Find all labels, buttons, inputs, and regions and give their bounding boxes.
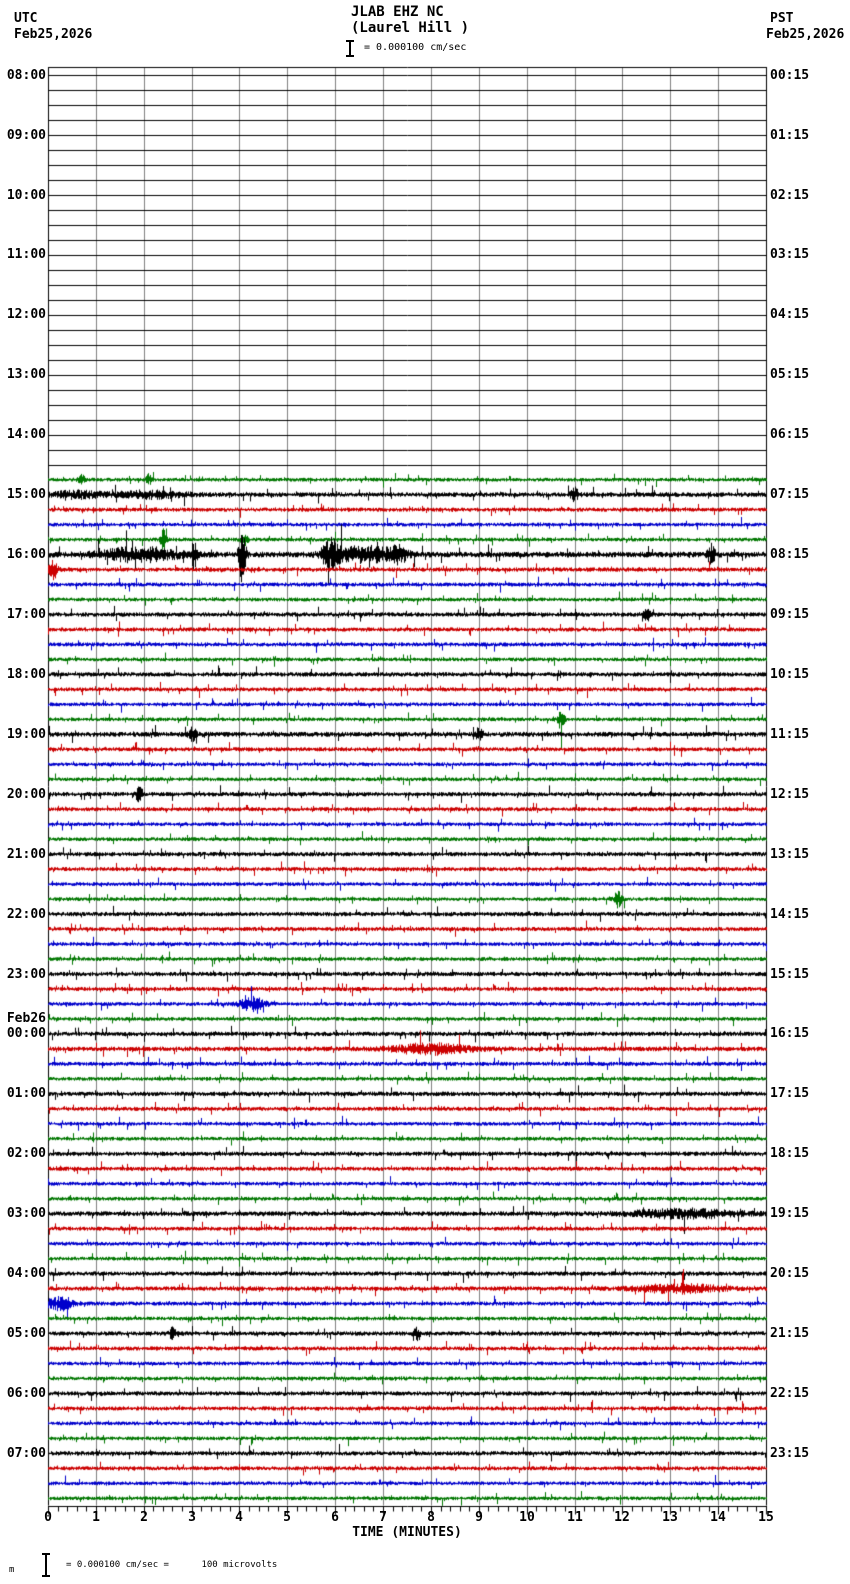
utc-hour-label: 09:00 [6,128,46,143]
right-date-label: Feb25,2026 [766,27,845,42]
pst-hour-label: 07:15 [770,487,810,502]
utc-hour-label: 17:00 [6,607,46,622]
footer-scale-prefix: m [9,1565,15,1575]
x-tick-label: 0 [44,1510,52,1525]
pst-hour-label: 23:15 [770,1446,810,1461]
utc-hour-label: 11:00 [6,247,46,262]
x-tick-label: 10 [519,1510,535,1525]
pst-hour-label: 08:15 [770,547,810,562]
pst-hour-label: 03:15 [770,247,810,262]
x-tick-label: 12 [614,1510,630,1525]
left-timezone-label: UTC [14,11,38,26]
pst-hour-label: 06:15 [770,427,810,442]
utc-hour-label: 13:00 [6,367,46,382]
utc-hour-label: 15:00 [6,487,46,502]
pst-hour-label: 15:15 [770,967,810,982]
pst-hour-label: 04:15 [770,307,810,322]
pst-hour-label: 02:15 [770,188,810,203]
station-code: JLAB EHZ NC [351,4,444,20]
x-tick-label: 7 [379,1510,387,1525]
pst-hour-label: 10:15 [770,667,810,682]
date-change-label: Feb26 [6,1011,46,1026]
pst-hour-label: 17:15 [770,1086,810,1101]
x-tick-label: 14 [710,1510,726,1525]
x-tick-label: 13 [662,1510,678,1525]
utc-hour-label: 22:00 [6,907,46,922]
station-name: (Laurel Hill ) [351,20,470,36]
pst-hour-label: 13:15 [770,847,810,862]
pst-hour-label: 09:15 [770,607,810,622]
pst-hour-label: 01:15 [770,128,810,143]
utc-hour-label: 23:00 [6,967,46,982]
pst-hour-label: 00:15 [770,68,810,83]
utc-hour-label: 18:00 [6,667,46,682]
footer-scale-note: = 0.000100 cm/sec = 100 microvolts [66,1560,278,1570]
utc-hour-label: 07:00 [6,1446,46,1461]
amplitude-scale-icon [346,40,354,57]
x-tick-label: 8 [427,1510,435,1525]
utc-hour-label: 12:00 [6,307,46,322]
utc-hour-label: 05:00 [6,1326,46,1341]
pst-hour-label: 18:15 [770,1146,810,1161]
x-tick-label: 5 [283,1510,291,1525]
x-tick-label: 15 [758,1510,774,1525]
utc-hour-label: 08:00 [6,68,46,83]
pst-hour-label: 16:15 [770,1026,810,1041]
x-axis-title: TIME (MINUTES) [352,1525,462,1540]
utc-hour-label: 20:00 [6,787,46,802]
left-date-label: Feb25,2026 [14,27,93,42]
utc-hour-label: 16:00 [6,547,46,562]
pst-hour-label: 22:15 [770,1386,810,1401]
utc-hour-label: 14:00 [6,427,46,442]
x-tick-label: 4 [235,1510,243,1525]
footer-scale-icon [42,1553,50,1577]
pst-hour-label: 11:15 [770,727,810,742]
x-tick-label: 6 [331,1510,339,1525]
x-tick-label: 11 [567,1510,583,1525]
utc-hour-label: 01:00 [6,1086,46,1101]
x-tick-label: 1 [92,1510,100,1525]
utc-hour-label: 19:00 [6,727,46,742]
x-tick-label: 2 [140,1510,148,1525]
utc-hour-label: 02:00 [6,1146,46,1161]
pst-hour-label: 21:15 [770,1326,810,1341]
utc-hour-label: 00:00 [6,1026,46,1041]
x-tick-label: 3 [188,1510,196,1525]
right-timezone-label: PST [770,11,794,26]
utc-hour-label: 04:00 [6,1266,46,1281]
pst-hour-label: 12:15 [770,787,810,802]
utc-hour-label: 21:00 [6,847,46,862]
utc-hour-label: 10:00 [6,188,46,203]
pst-hour-label: 14:15 [770,907,810,922]
utc-hour-label: 03:00 [6,1206,46,1221]
pst-hour-label: 19:15 [770,1206,810,1221]
pst-hour-label: 05:15 [770,367,810,382]
x-tick-label: 9 [475,1510,483,1525]
utc-hour-label: 06:00 [6,1386,46,1401]
scale-label: = 0.000100 cm/sec [364,42,467,53]
pst-hour-label: 20:15 [770,1266,810,1281]
